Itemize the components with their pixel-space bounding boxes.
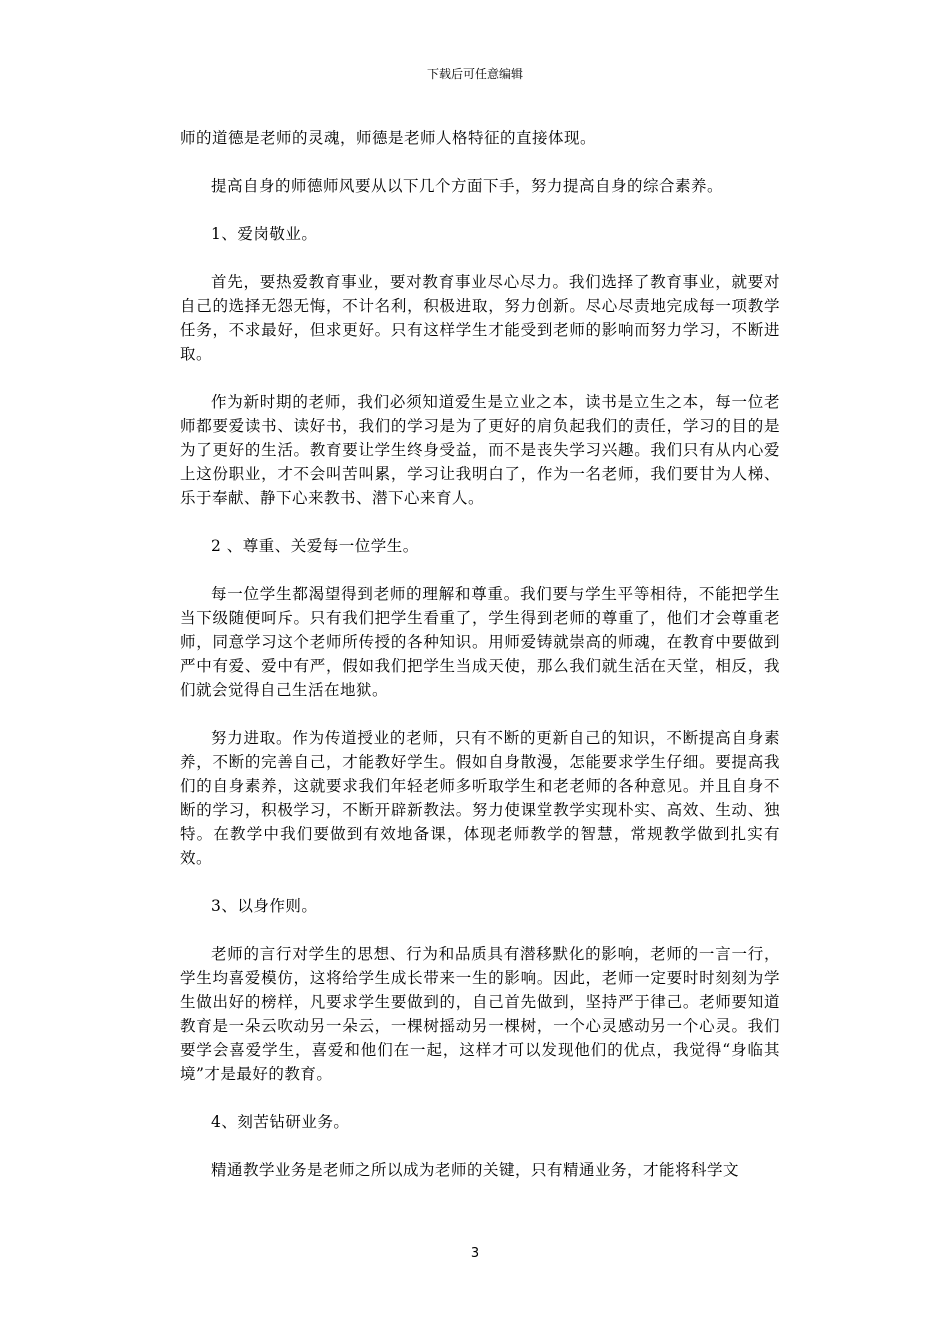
section-heading: 4、刻苦钻研业务。 — [211, 1113, 350, 1131]
document-body — [180, 126, 780, 1206]
paragraph: 老师的言行对学生的思想、行为和品质具有潜移默化的影响，老师的一言一行，学生均喜爱模仿，这将给学生成长带来一生的影响。因此，老师一定要时时刻刻为学生做出好的榜样，凡要求学生要做到的，自己首先做到，坚持严于律己。老师要知道教育是一朵云吹动另一朵云，一棵树摇动另一棵树，一个心灵感动另一个心灵。我们要学会喜爱学生，喜爱和他们在一起，这样才可以发现他们的优点，我觉得“身临其境”才是最好的教育。 — [180, 945, 780, 1083]
paragraph: 努力进取。作为传道授业的老师，只有不断的更新自己的知识，不断提高自身素养，不断的完善自己，才能教好学生。假如自身散漫，怎能要求学生仔细。要提高我们的自身素养，这就要求我们年轻老师多听取学生和老老师的各种意见。并且自身不断的学习，积极学习，不断开辟新教法。努力使课堂教学实现朴实、高效、生动、独特。在教学中我们要做到有效地备课，体现老师教学的智慧，常规教学做到扎实有效。 — [180, 729, 780, 867]
section-heading: 1、爱岗敬业。 — [211, 225, 318, 243]
paragraph: 每一位学生都渴望得到老师的理解和尊重。我们要与学生平等相待，不能把学生当下级随便呵斥。只有我们把学生看重了，学生得到老师的尊重了，他们才会尊重老师，同意学习这个老师所传授的各种知识。用师爱铸就崇高的师魂，在教育中要做到严中有爱、爱中有严，假如我们把学生当成天使，那么我们就生活在天堂，相反，我们就会觉得自己生活在地狱。 — [180, 585, 780, 699]
page-number: 3 — [470, 1246, 480, 1261]
page-header: 下载后可任意编辑 — [426, 67, 523, 81]
paragraph: 首先，要热爱教育事业，要对教育事业尽心尽力。我们选择了教育事业，就要对自己的选择无怨无悔，不计名利，积极进取，努力创新。尽心尽责地完成每一项教学任务，不求最好，但求更好。只有这样学生才能受到老师的影响而努力学习，不断进取。 — [180, 273, 780, 363]
paragraph: 提高自身的师德师风要从以下几个方面下手，努力提高自身的综合素养。 — [211, 177, 724, 195]
paragraph: 师的道德是老师的灵魂，师德是老师人格特征的直接体现。 — [180, 129, 597, 147]
section-heading: 3、以身作则。 — [211, 897, 318, 915]
paragraph: 精通教学业务是老师之所以成为老师的关键，只有精通业务，才能将科学文 — [211, 1161, 740, 1179]
paragraph: 作为新时期的老师，我们必须知道爱生是立业之本，读书是立生之本，每一位老师都要爱读书、读好书，我们的学习是为了更好的肩负起我们的责任，学习的目的是为了更好的生活。教育要让学生终身受益，而不是丧失学习兴趣。我们只有从内心爱上这份职业，才不会叫苦叫累，学习让我明白了，作为一名老师，我们要甘为人梯、乐于奉献、静下心来教书、潜下心来育人。 — [180, 393, 780, 507]
section-heading: 2 、尊重、关爱每一位学生。 — [211, 537, 419, 555]
